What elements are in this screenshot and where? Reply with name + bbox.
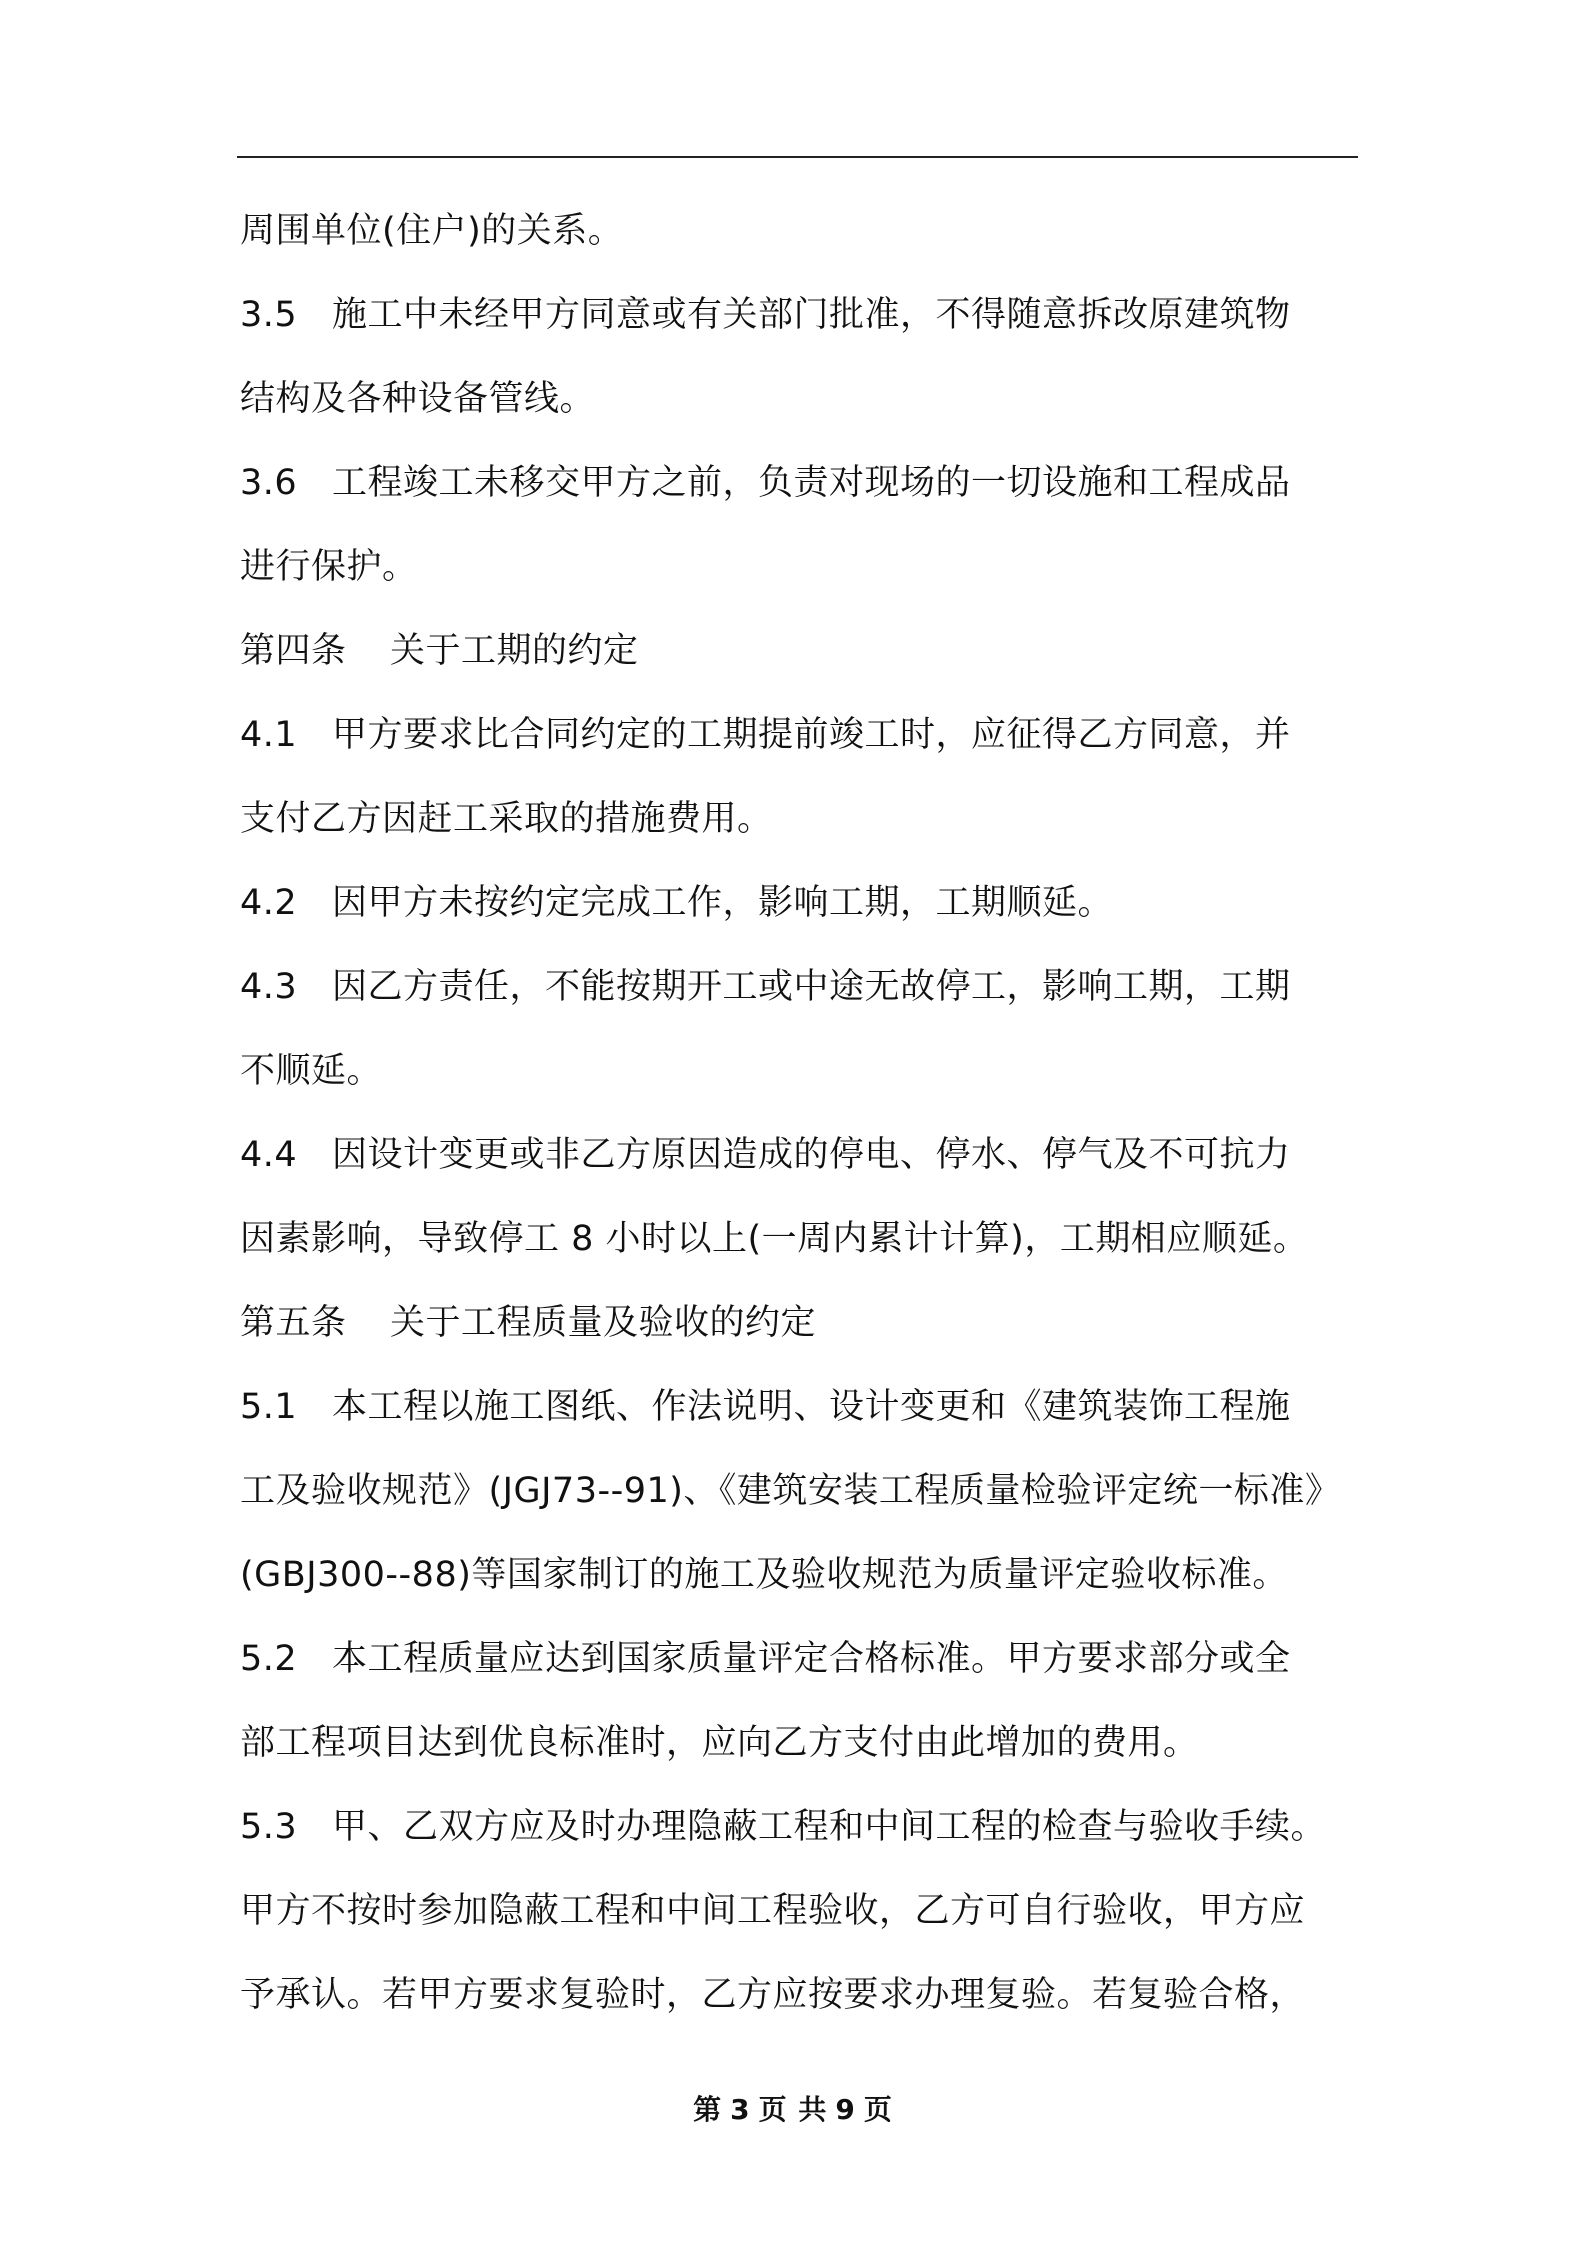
clause-4-2 xyxy=(240,861,1365,945)
clause-number: 4.4 xyxy=(240,1135,298,1175)
clause-3-5 xyxy=(240,273,1365,357)
article-title: 关于工程质量及验收的约定 xyxy=(390,1303,817,1343)
clause-number: 5.3 xyxy=(240,1807,298,1847)
page-label-mid: 页 共 xyxy=(758,2093,828,2126)
article-5-heading xyxy=(240,1281,1365,1365)
clause-5-3 xyxy=(240,1785,1365,1869)
page-label-prefix: 第 xyxy=(693,2093,723,2126)
text-line: 周围单位(住户)的关系。 xyxy=(240,211,624,251)
text-line: 予承认。若甲方要求复验时，乙方应按要求办理复验。若复验合格， xyxy=(240,1975,1306,2015)
text-line: 支付乙方因赶工采取的措施费用。 xyxy=(240,799,773,839)
clause-number: 4.3 xyxy=(240,967,298,1007)
clause-text: 工程竣工未移交甲方之前，负责对现场的一切设施和工程成品 xyxy=(332,463,1291,503)
clause-number: 4.2 xyxy=(240,883,298,923)
clause-text: 甲、乙双方应及时办理隐蔽工程和中间工程的检查与验收手续。 xyxy=(332,1807,1327,1847)
page-number: 3 xyxy=(730,2093,751,2126)
clause-text: 施工中未经甲方同意或有关部门批准，不得随意拆改原建筑物 xyxy=(332,295,1291,335)
clause-4-3 xyxy=(240,945,1365,1029)
text-line: 工及验收规范》(JGJ73--91)、《建筑安装工程质量检验评定统一标准》 xyxy=(240,1471,1341,1511)
text-line: 不顺延。 xyxy=(240,1051,383,1091)
article-title: 关于工期的约定 xyxy=(390,631,639,671)
clause-text: 本工程质量应达到国家质量评定合格标准。甲方要求部分或全 xyxy=(332,1639,1291,1679)
document-body xyxy=(240,189,1365,2037)
clause-text: 因甲方未按约定完成工作，影响工期，工期顺延。 xyxy=(332,883,1114,923)
clause-5-2 xyxy=(240,1617,1365,1701)
clause-5-1 xyxy=(240,1365,1365,1449)
text-line: 结构及各种设备管线。 xyxy=(240,379,596,419)
clause-3-6 xyxy=(240,441,1365,525)
page-footer xyxy=(0,2088,1586,2128)
clause-4-4 xyxy=(240,1113,1365,1197)
clause-number: 5.1 xyxy=(240,1387,298,1427)
clause-text: 因乙方责任，不能按期开工或中途无故停工，影响工期，工期 xyxy=(332,967,1291,1007)
clause-text: 甲方要求比合同约定的工期提前竣工时，应征得乙方同意，并 xyxy=(332,715,1291,755)
text-line: 因素影响，导致停工 8 小时以上(一周内累计计算)，工期相应顺延。 xyxy=(240,1219,1309,1259)
text-line: 甲方不按时参加隐蔽工程和中间工程验收，乙方可自行验收，甲方应 xyxy=(240,1891,1306,1931)
clause-number: 3.6 xyxy=(240,463,298,503)
clause-number: 3.5 xyxy=(240,295,298,335)
clause-number: 5.2 xyxy=(240,1639,298,1679)
text-line: 部工程项目达到优良标准时，应向乙方支付由此增加的费用。 xyxy=(240,1723,1199,1763)
clause-text: 因设计变更或非乙方原因造成的停电、停水、停气及不可抗力 xyxy=(332,1135,1291,1175)
article-number: 第五条 xyxy=(240,1303,347,1343)
clause-text: 本工程以施工图纸、作法说明、设计变更和《建筑装饰工程施 xyxy=(332,1387,1291,1427)
page-label-suffix: 页 xyxy=(863,2093,893,2126)
article-4-heading xyxy=(240,609,1365,693)
text-line: (GBJ300--88)等国家制订的施工及验收规范为质量评定验收标准。 xyxy=(240,1555,1288,1595)
clause-number: 4.1 xyxy=(240,715,298,755)
header-rule xyxy=(237,156,1358,158)
total-pages: 9 xyxy=(835,2093,856,2126)
text-line: 进行保护。 xyxy=(240,547,418,587)
clause-4-1 xyxy=(240,693,1365,777)
article-number: 第四条 xyxy=(240,631,347,671)
